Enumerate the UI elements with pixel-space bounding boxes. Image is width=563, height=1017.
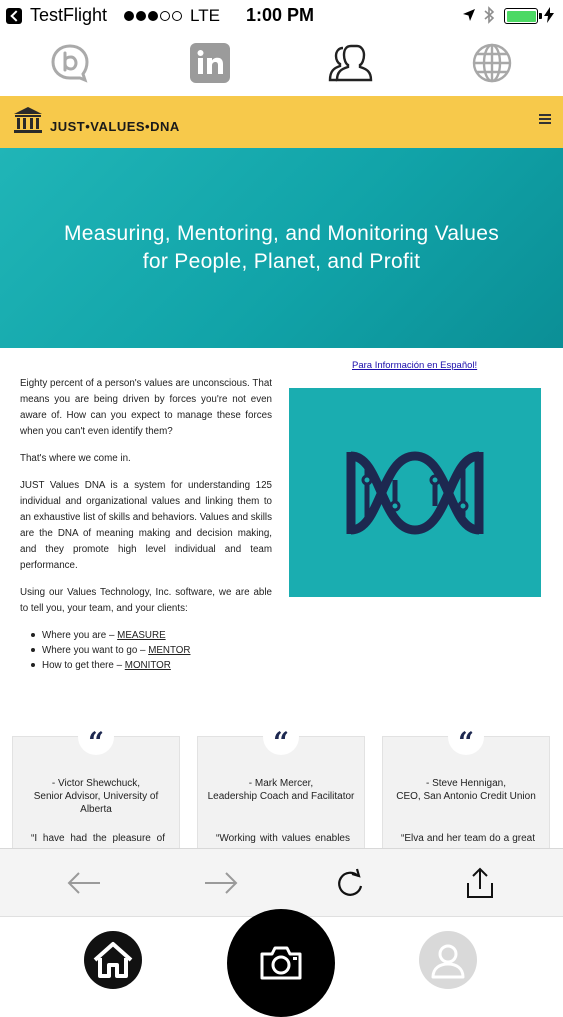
dna-image [289,388,541,597]
spanish-info-link[interactable]: Para Información en Español! [352,360,478,371]
bing-icon[interactable] [47,40,93,86]
intro-paragraph: JUST Values DNA is a system for understanding 125 individual and organizational values and linking them to an exhaustive list of skills and behaviors. Values and skills are the DNA of meaning making and decision making, and they promote high level individual and team performance. [20,480,272,571]
linkedin-icon[interactable] [187,40,233,86]
share-targets-row [0,32,563,96]
value-steps-list [20,628,272,673]
people-icon[interactable] [327,40,373,86]
hero-title-line1: Measuring, Mentoring, and Monitoring Values [63,222,500,245]
list-item [20,628,272,643]
testimonial-excerpt: “Elva and her team do a great [401,833,535,844]
hero-title [22,220,542,276]
share-icon[interactable] [462,865,498,901]
home-icon[interactable] [84,931,142,989]
list-item-text: Where you want to go – [42,645,149,656]
location-arrow-icon [462,8,476,22]
intro-text [20,376,272,673]
browser-toolbar [0,848,563,916]
globe-icon[interactable] [469,40,515,86]
charging-bolt-icon [544,7,554,23]
testimonial-author [391,777,541,803]
site-logo-text: JUST•VALUES•DNA [50,118,180,134]
reload-icon[interactable] [332,865,368,901]
back-to-app-icon[interactable] [6,8,22,24]
quote-icon: “ [263,719,299,755]
profile-icon[interactable] [419,931,477,989]
battery-icon [504,8,538,24]
testimonial-author [21,777,171,816]
intro-paragraph: Using our Values Technology, Inc. software, we are able to tell you, your team, and your clients: [20,587,272,614]
signal-strength-icon [124,11,182,21]
author-name: - Steve Hennigan, [425,778,507,789]
webpage-view[interactable] [0,96,563,848]
author-name: - Victor Shewchuck, [51,778,141,789]
intro-paragraph: That's where we come in. [20,453,131,464]
back-app-name[interactable]: TestFlight [30,5,108,25]
camera-icon[interactable] [227,909,335,1017]
main-content [0,348,563,708]
testimonial-card [382,726,550,866]
dna-helix-icon [345,450,485,536]
list-item [20,643,272,658]
site-logo[interactable] [12,105,180,135]
testimonial-excerpt: “Working with values enables [216,833,350,844]
author-title: Senior Advisor, University of Alberta [33,791,159,815]
testimonial-excerpt: “I have had the pleasure of [31,833,165,844]
status-bar [0,0,563,32]
list-item [20,658,272,673]
intro-paragraph: Eighty percent of a person's values are unconscious. That means you are being driven by forces you're not even aware of. How can you expect to manage these forces when you can't even identify them? [20,378,272,437]
hamburger-icon[interactable] [539,114,551,124]
hero-title-line2: for People, Planet, and Profit [142,250,421,273]
list-item-text: How to get there – [42,660,125,671]
testimonials-section [0,708,563,848]
site-header [0,96,563,148]
carrier-label: LTE [190,6,220,25]
author-title: CEO, San Antonio Credit Union [396,791,536,802]
monitor-link[interactable]: MONITOR [124,660,171,671]
quote-icon: “ [78,719,114,755]
testimonial-card [12,726,180,866]
measure-link[interactable]: MEASURE [117,630,166,641]
clock: 1:00 PM [246,5,315,25]
forward-arrow-icon[interactable] [203,865,239,901]
hero-banner [0,148,563,348]
bluetooth-icon [483,6,495,24]
temple-logo-icon [12,105,44,135]
author-name: - Mark Mercer, [248,778,314,789]
author-title: Leadership Coach and Facilitator [207,791,355,802]
bottom-tab-bar [0,916,563,1000]
back-arrow-icon[interactable] [66,865,102,901]
battery-level [507,11,536,22]
testimonial-author [206,777,356,803]
testimonial-card [197,726,365,866]
quote-icon: “ [448,719,484,755]
mentor-link[interactable]: MENTOR [148,645,191,656]
list-item-text: Where you are – [42,630,118,641]
